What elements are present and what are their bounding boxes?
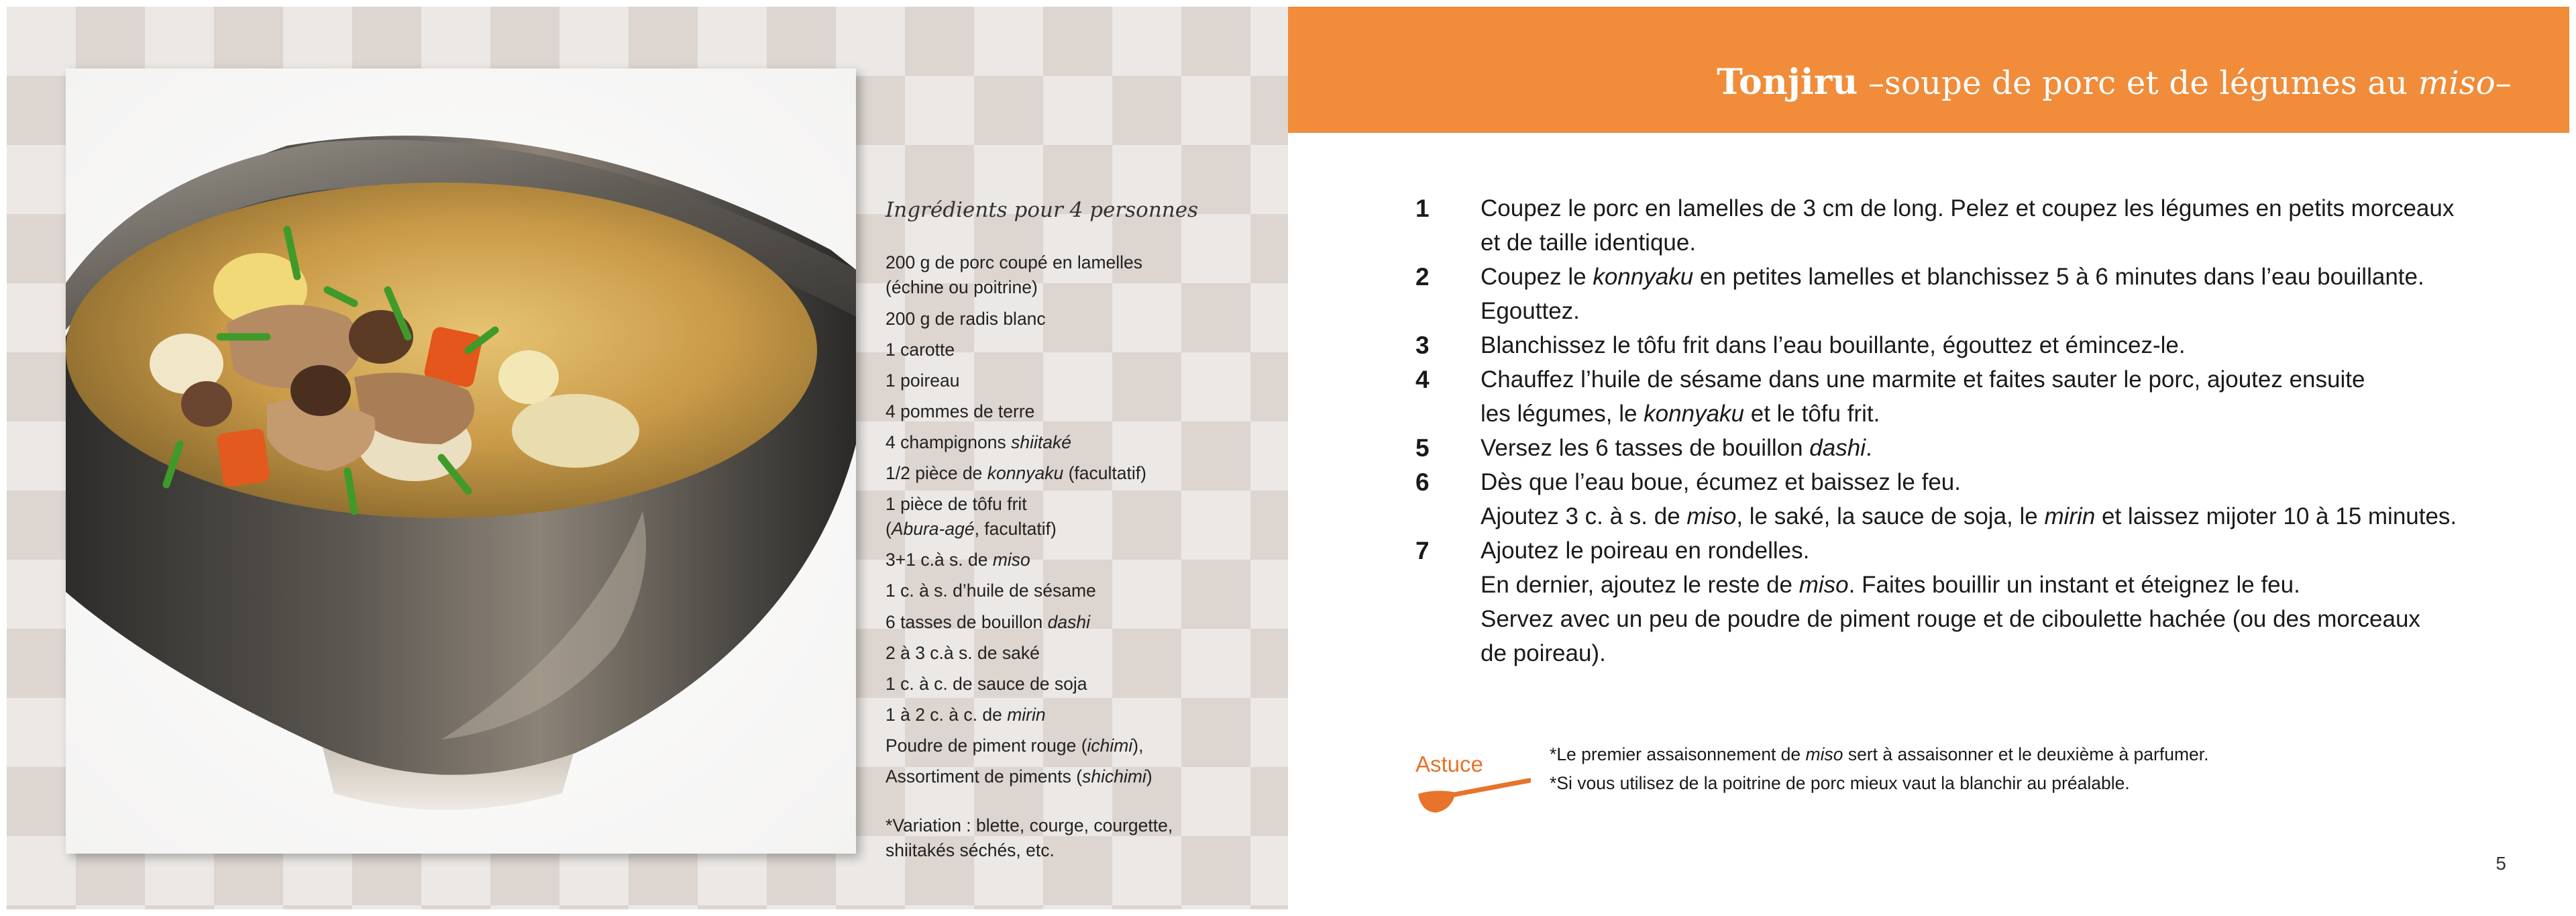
ingredient-item: 1 c. à c. de sauce de soja	[885, 673, 1087, 694]
ingredients-panel	[885, 196, 1261, 863]
step-text-line: Ajoutez le poireau en rondelles.	[1481, 538, 1810, 564]
checker-tile	[629, 7, 698, 76]
checker-tile	[698, 905, 767, 909]
step-text-line: Ajoutez 3 c. à s. de miso, le saké, la sauce de soja, le mirin et laissez mijoter 10 à 15 minutes.	[1481, 503, 2457, 529]
title-sub-suffix: –	[2495, 64, 2512, 102]
left-page	[7, 7, 1288, 909]
step-number: 5	[1415, 434, 1430, 462]
checker-tile	[559, 905, 629, 909]
step-text-line: Blanchissez le tôfu frit dans l’eau bouillante, égouttez et émincez-le.	[1481, 332, 2186, 358]
step-text-line: les légumes, le konnyaku et le tôfu frit.	[1481, 401, 1880, 427]
tip-note: *Si vous utilisez de la poitrine de porc mieux vaut la blanchir au préalable.	[1550, 773, 2130, 793]
step-text-line: Servez avec un peu de poudre de piment rouge et de ciboulette hachée (ou des morceaux	[1481, 606, 2420, 632]
ingredient-item: 1 pièce de tôfu frit (Abura-agé, facultatif)	[885, 494, 1057, 540]
checker-tile	[1043, 76, 1112, 145]
checker-tile	[283, 7, 352, 76]
ingredient-item: Assortiment de piments (shichimi)	[885, 766, 1152, 786]
checker-tile	[905, 7, 974, 76]
checker-tile	[1181, 7, 1250, 76]
soup-bowl-image	[66, 68, 856, 854]
recipe-title	[1717, 62, 2512, 103]
step-text-line: de poireau).	[1481, 640, 1606, 666]
tip-note: *Le premier assaisonnement de miso sert à assaisonner et le deuxième à parfumer.	[1550, 744, 2209, 764]
title-sub-prefix: –soupe de porc et de légumes au	[1858, 64, 2418, 102]
checker-tile	[1250, 7, 1288, 76]
checker-tile	[421, 905, 490, 909]
checker-tile	[7, 905, 76, 909]
ingredient-item: 2 à 3 c.à s. de saké	[885, 642, 1040, 663]
ingredient-item: 1 carotte	[885, 339, 955, 360]
checker-tile	[629, 905, 698, 909]
checker-tile	[1181, 76, 1250, 145]
title-band	[1288, 7, 2569, 133]
checker-tile	[352, 7, 421, 76]
step-text-line: et de taille identique.	[1481, 230, 1697, 256]
tip-label: Astuce	[1415, 752, 1483, 776]
ingredient-item: 3+1 c.à s. de miso	[885, 550, 1030, 570]
step-text-line: Egouttez.	[1481, 298, 1580, 324]
soup-photo	[66, 68, 856, 854]
checker-tile	[836, 905, 905, 909]
checker-tile	[1112, 7, 1181, 76]
checker-tile	[490, 905, 559, 909]
ingredient-item: Poudre de piment rouge (ichimi),	[885, 735, 1144, 756]
ingredient-item: 200 g de porc coupé en lamelles (échine ou poitrine)	[885, 252, 1143, 298]
checker-tile	[767, 7, 836, 76]
step-item	[1415, 465, 2502, 533]
spoon-icon	[1417, 776, 1531, 817]
step-number: 4	[1415, 366, 1430, 393]
checker-tile	[145, 905, 214, 909]
checker-tile	[76, 7, 145, 76]
checker-tile	[421, 7, 490, 76]
step-number: 7	[1415, 537, 1430, 564]
checker-tile	[214, 905, 283, 909]
checker-tile	[1181, 905, 1250, 909]
checker-tile	[1112, 905, 1181, 909]
ingredient-item: 1 à 2 c. à c. de mirin	[885, 704, 1046, 725]
step-text-line: Coupez le porc en lamelles de 3 cm de long. Pelez et coupez les légumes en petits morceaux	[1481, 195, 2455, 221]
ingredient-item: 4 champignons shiitaké	[885, 431, 1071, 452]
checker-tile	[283, 905, 352, 909]
title-sub-em: miso	[2418, 64, 2496, 102]
step-item	[1415, 533, 2502, 670]
ingredients-title: Ingrédients pour 4 personnes	[885, 198, 1198, 222]
ingredient-item: 1 c. à s. d’huile de sésame	[885, 580, 1096, 601]
checker-tile	[145, 7, 214, 76]
step-number: 1	[1415, 195, 1430, 222]
ingredient-item: 200 g de radis blanc	[885, 308, 1046, 329]
step-text-line: Coupez le konnyaku en petites lamelles et blanchissez 5 à 6 minutes dans l’eau bouillante.	[1481, 264, 2424, 290]
step-text-line: Dès que l’eau boue, écumez et baissez le feu.	[1481, 469, 1961, 495]
step-number: 2	[1415, 263, 1430, 291]
checker-tile	[974, 76, 1043, 145]
checker-tile	[836, 7, 905, 76]
step-text-line: En dernier, ajoutez le reste de miso. Faites bouillir un instant et éteignez le feu.	[1481, 572, 2300, 598]
step-number: 3	[1415, 332, 1430, 359]
ingredients-list	[885, 250, 1261, 789]
right-page	[1288, 7, 2569, 909]
checker-tile	[7, 7, 76, 76]
tip-box	[1415, 735, 2502, 822]
checker-tile	[76, 905, 145, 909]
checker-tile	[352, 905, 421, 909]
checker-tile	[767, 905, 836, 909]
step-item	[1415, 362, 2502, 431]
step-item	[1415, 431, 2502, 465]
checker-tile	[1043, 905, 1112, 909]
title-main: Tonjiru	[1717, 62, 1858, 103]
checker-tile	[905, 905, 974, 909]
ingredient-item: 4 pommes de terre	[885, 401, 1035, 421]
checker-tile	[1250, 76, 1288, 145]
tip-notes	[1550, 740, 2209, 798]
checker-tile	[214, 7, 283, 76]
ingredient-item: 6 tasses de bouillon dashi	[885, 611, 1090, 632]
checker-tile	[490, 7, 559, 76]
step-number: 6	[1415, 468, 1430, 496]
ingredient-item: 1 poireau	[885, 370, 960, 391]
checker-tile	[974, 7, 1043, 76]
checker-tile	[1112, 76, 1181, 145]
checker-tile	[559, 7, 629, 76]
step-text-line: Chauffez l’huile de sésame dans une marmite et faites sauter le porc, ajoutez ensuite	[1481, 366, 2365, 393]
step-text-line: Versez les 6 tasses de bouillon dashi.	[1481, 435, 1872, 461]
checker-tile	[905, 76, 974, 145]
steps-list	[1415, 191, 2502, 670]
step-item	[1415, 328, 2502, 362]
checker-tile	[1250, 905, 1288, 909]
page-number: 5	[2496, 853, 2506, 874]
ingredient-item: 1/2 pièce de konnyaku (facultatif)	[885, 463, 1146, 484]
step-item	[1415, 260, 2502, 328]
checker-tile	[1043, 7, 1112, 76]
checker-tile	[698, 7, 767, 76]
step-item	[1415, 191, 2502, 260]
ingredients-variation: *Variation : blette, courge, courgette, shiitakés séchés, etc.	[885, 815, 1173, 861]
checker-tile	[974, 905, 1043, 909]
